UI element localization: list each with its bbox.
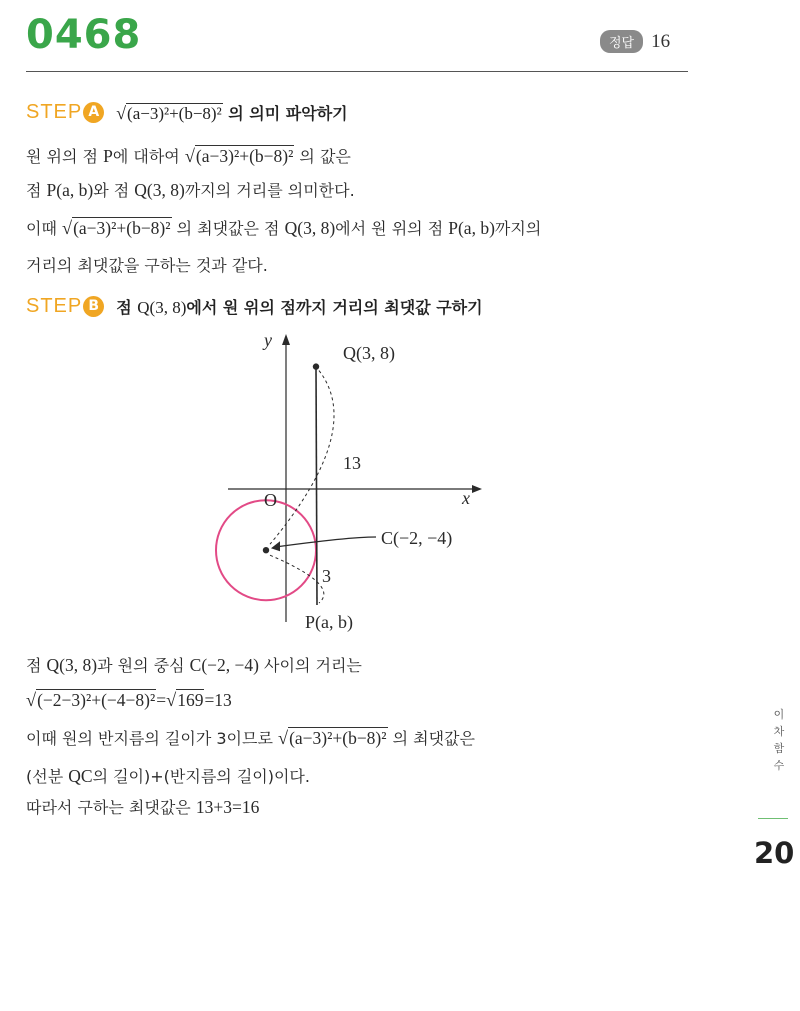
step-b-line-4: (선분 QC의 길이)+(반지름의 길이)이다. — [26, 766, 310, 786]
step-b-title: 점 Q(3, 8)에서 원 위의 점까지 거리의 최댓값 구하기 — [116, 298, 483, 317]
page-number: 20 — [754, 836, 795, 870]
label-radius: 3 — [322, 566, 331, 586]
label-Q: Q(3, 8) — [343, 343, 395, 363]
label-C: C(−2, −4) — [381, 528, 453, 548]
step-a-line-4: 거리의 최댓값을 구하는 것과 같다. — [26, 256, 268, 275]
side-divider — [758, 818, 788, 819]
step-b-line-1: 점 Q(3, 8)과 원의 중심 C(−2, −4) 사이의 거리는 — [26, 655, 362, 675]
sqrt-expression: √(a−3)²+(b−8)² — [116, 103, 222, 123]
step-a-line-1: 원 위의 점 P에 대하여 √(a−3)²+(b−8)² 의 값은 — [26, 146, 351, 166]
step-badge: B — [83, 296, 104, 317]
problem-number: 0468 — [26, 12, 142, 58]
step-a-line-3: 이때 √(a−3)²+(b−8)² 의 최댓값은 점 Q(3, 8)에서 원 위의 점 P(a, b)까지의 — [26, 218, 542, 238]
label-origin: O — [264, 490, 277, 510]
answer-badge: 정답 — [600, 30, 643, 53]
label-distance-QC: 13 — [343, 453, 361, 473]
step-a-line-2: 점 P(a, b)와 점 Q(3, 8)까지의 거리를 의미한다. — [26, 180, 355, 200]
step-b-line-2: √(−2−3)²+(−4−8)²=√169=13 — [26, 690, 232, 710]
step-badge: A — [83, 102, 104, 123]
step-b-line-3: 이때 원의 반지름의 길이가 3이므로 √(a−3)²+(b−8)² 의 최댓값은 — [26, 728, 475, 748]
label-P: P(a, b) — [305, 612, 353, 632]
point-Q — [313, 363, 319, 369]
segment-QP — [316, 367, 317, 605]
y-axis-arrow — [282, 334, 290, 345]
sqrt-expression: √(a−3)²+(b−8)² — [62, 218, 171, 238]
arc-qc — [270, 371, 334, 545]
sqrt-expression: √(a−3)²+(b−8)² — [184, 146, 294, 166]
side-tab-text: 이차함수 — [773, 708, 785, 772]
point-C — [263, 547, 269, 553]
answer-value: 16 — [651, 30, 671, 52]
step-label: STEP — [26, 295, 83, 317]
arc-cp — [270, 555, 324, 603]
sqrt-expression: √(−2−3)²+(−4−8)² — [26, 690, 156, 710]
sqrt-expression: √(a−3)²+(b−8)² — [278, 728, 387, 748]
c-leader-arrow — [271, 541, 280, 551]
x-axis-arrow — [472, 485, 482, 493]
c-leader-line — [274, 537, 376, 547]
step-a-title: √(a−3)²+(b−8)² 의 의미 파악하기 — [116, 103, 348, 123]
label-y-axis: y — [264, 330, 272, 350]
label-x-axis: x — [462, 488, 470, 508]
sqrt-expression: √169 — [166, 690, 204, 710]
step-label: STEP — [26, 101, 83, 123]
step-b-line-5: 따라서 구하는 최댓값은 13+3=16 — [26, 797, 260, 817]
